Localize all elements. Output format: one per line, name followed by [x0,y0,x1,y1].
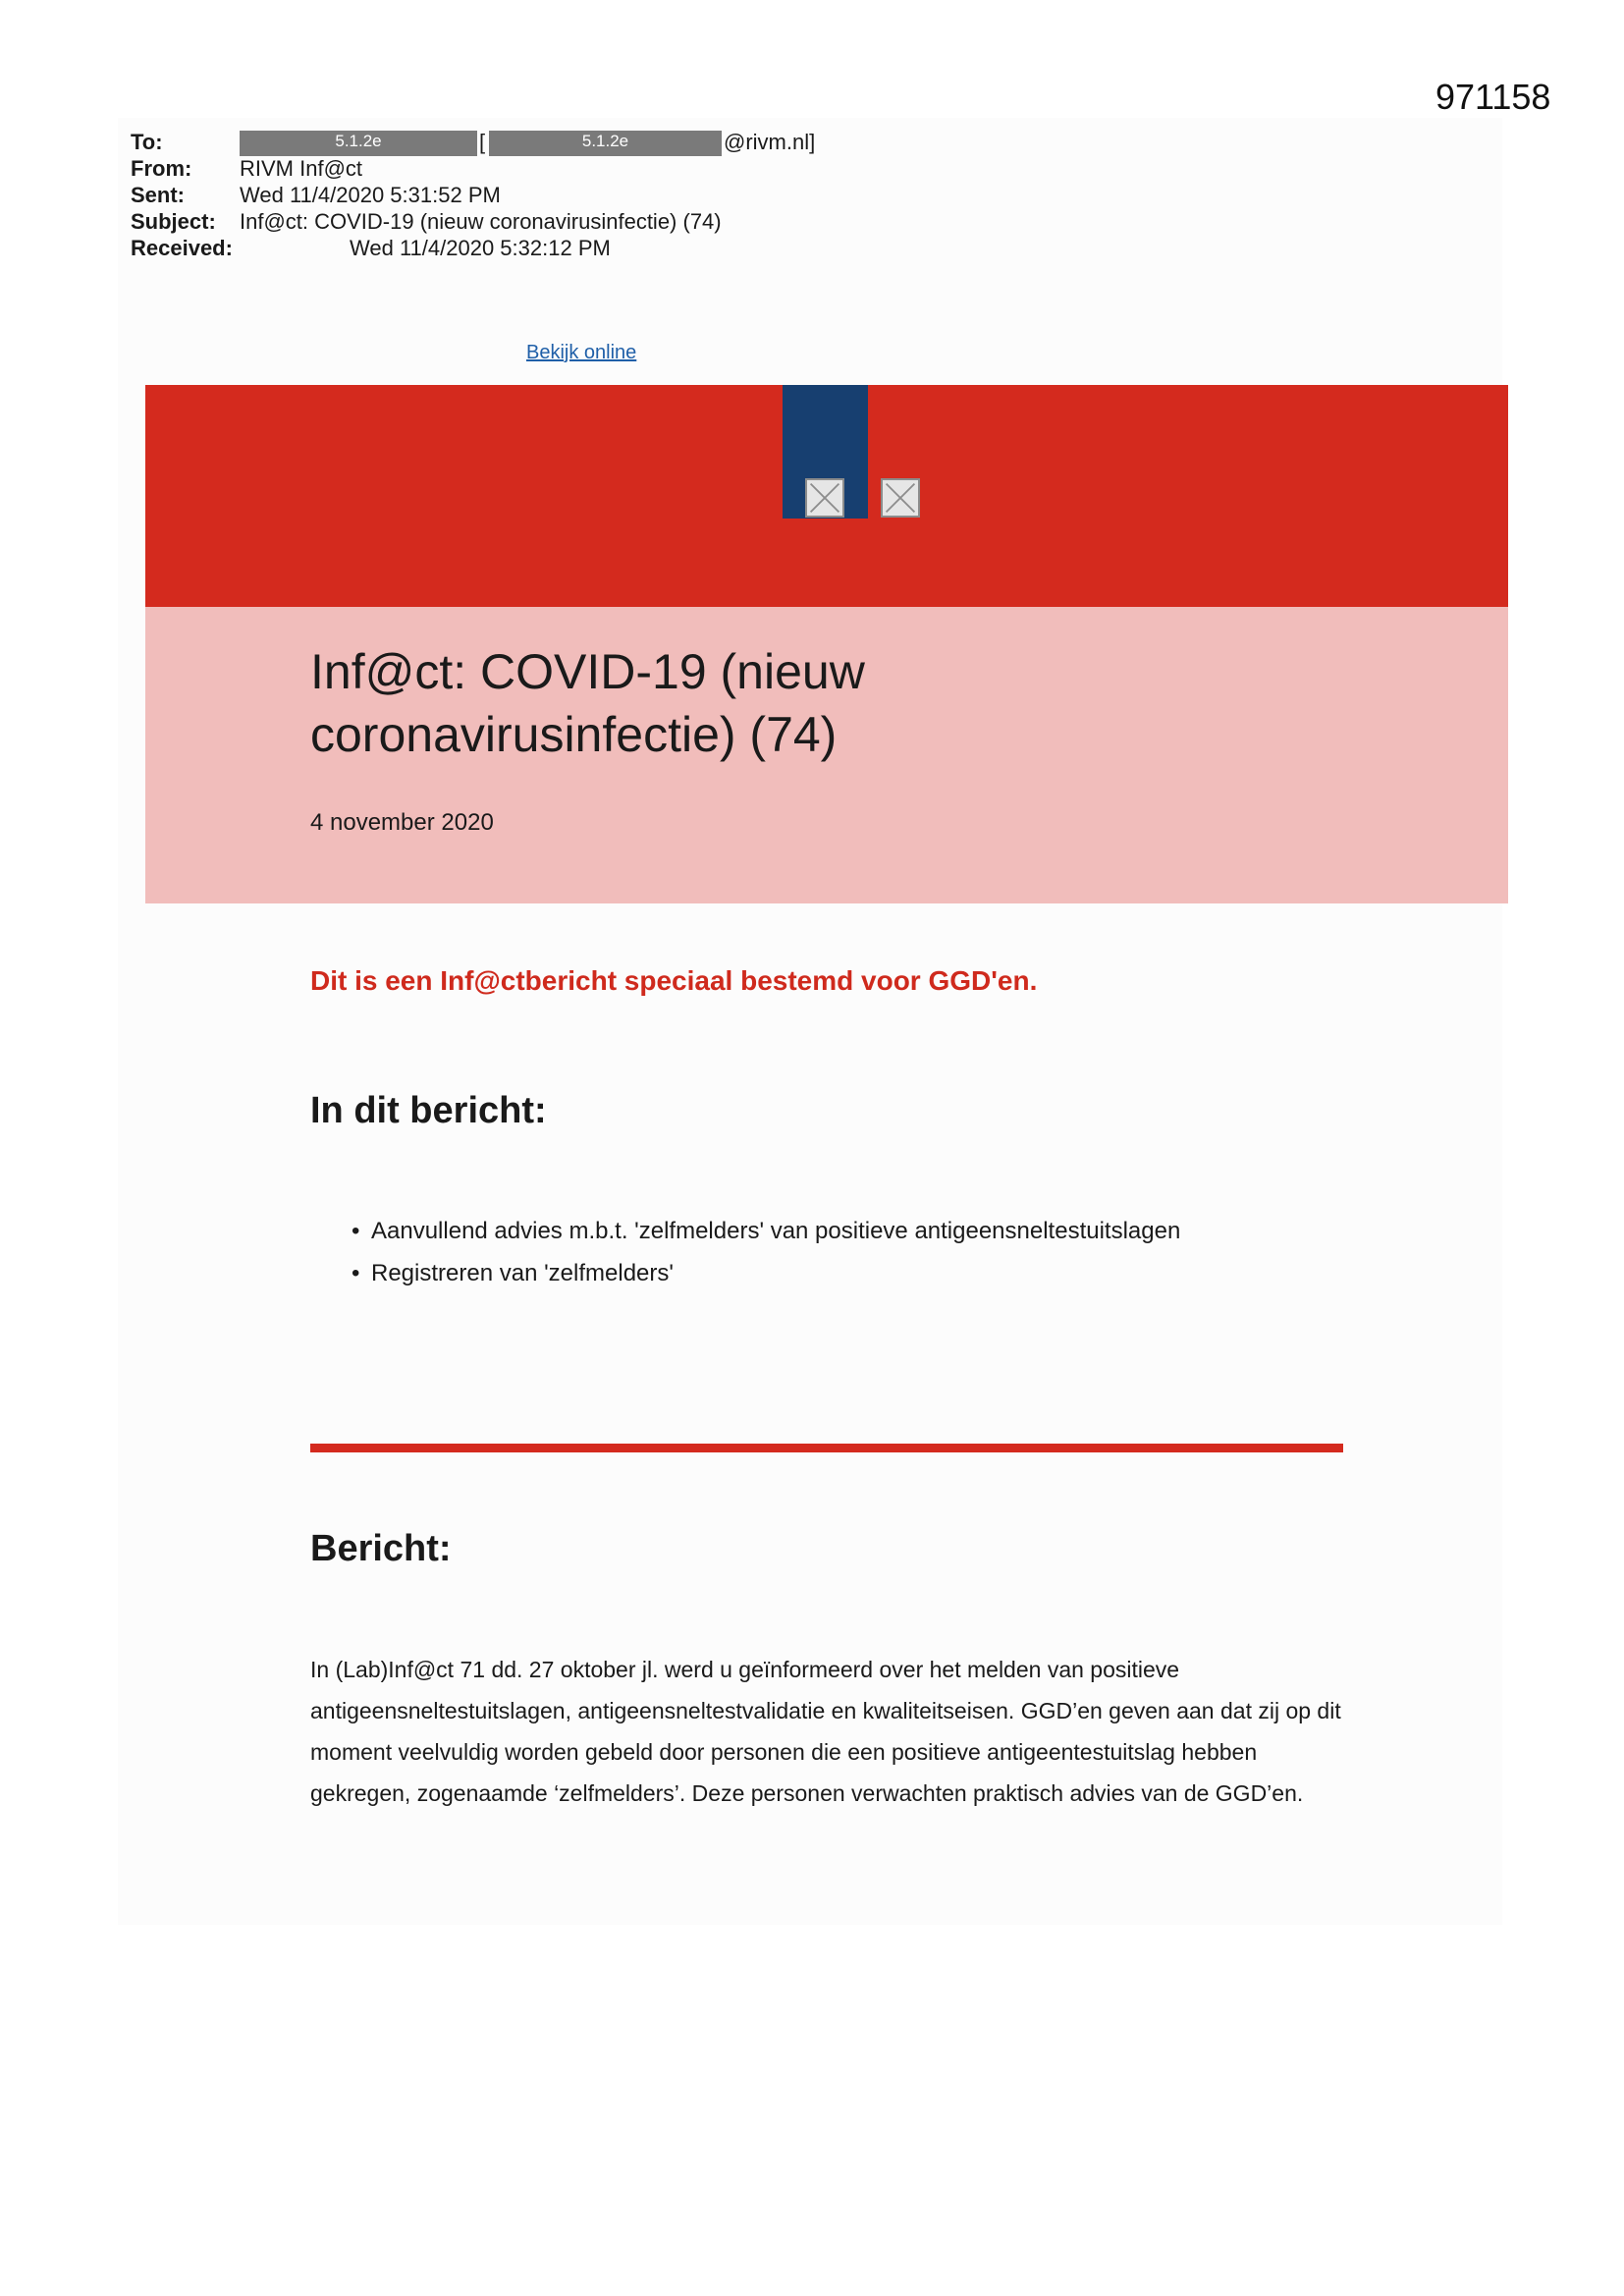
from-label: From: [131,156,192,181]
sent-value: Wed 11/4/2020 5:31:52 PM [240,183,501,207]
ggd-notice: Dit is een Inf@ctbericht speciaal bestemd voor GGD'en. [310,965,1038,996]
to-domain: @rivm.nl] [724,130,816,154]
subject-value: Inf@ct: COVID-19 (nieuw coronavirusinfectie) (74) [240,209,722,234]
to-separator: [ [479,130,486,154]
redaction-box: 5.1.2e [240,131,477,156]
newsletter-title: Inf@ct: COVID-19 (nieuw coronavirusinfectie) (74) [310,644,865,762]
newsletter-date: 4 november 2020 [310,809,494,836]
toc-heading: In dit bericht: [310,1090,547,1131]
toc-item-label: Registreren van 'zelfmelders' [371,1260,674,1286]
broken-image-icon [881,478,920,518]
message-heading: Bericht: [310,1528,452,1569]
bullet-icon: • [352,1260,360,1286]
toc-item[interactable] [352,1210,1181,1252]
section-divider [310,1444,1343,1452]
from-value: RIVM Inf@ct [240,156,363,181]
broken-image-icon [805,478,844,518]
redaction-box: 5.1.2e [489,131,722,156]
document-number: 971158 [1435,77,1551,117]
received-label: Received: [131,236,233,260]
toc-list [352,1210,1181,1294]
sent-label: Sent: [131,183,185,207]
received-value: Wed 11/4/2020 5:32:12 PM [350,236,611,260]
subject-label: Subject: [131,209,216,234]
toc-item-label: Aanvullend advies m.b.t. 'zelfmelders' van positieve antigeensneltestuitslagen [371,1218,1181,1244]
toc-item[interactable] [352,1252,1180,1294]
bullet-icon: • [352,1218,360,1244]
to-label: To: [131,130,163,154]
message-body: In (Lab)Inf@ct 71 dd. 27 oktober jl. werd u geïnformeerd over het melden van positieve antigeensneltestuitslagen, antigeensneltestvalidatie en kwaliteitseisen. GGD’en geven aan dat zij op dit moment veelvuldig worden gebeld door personen die een positieve antigeentestuitslag hebben gekregen, zogenaamde ‘zelfmelders’. Deze personen verwachten praktisch advies van de GGD’en. [310,1657,1341,1806]
view-online-link[interactable]: Bekijk online [526,342,637,363]
